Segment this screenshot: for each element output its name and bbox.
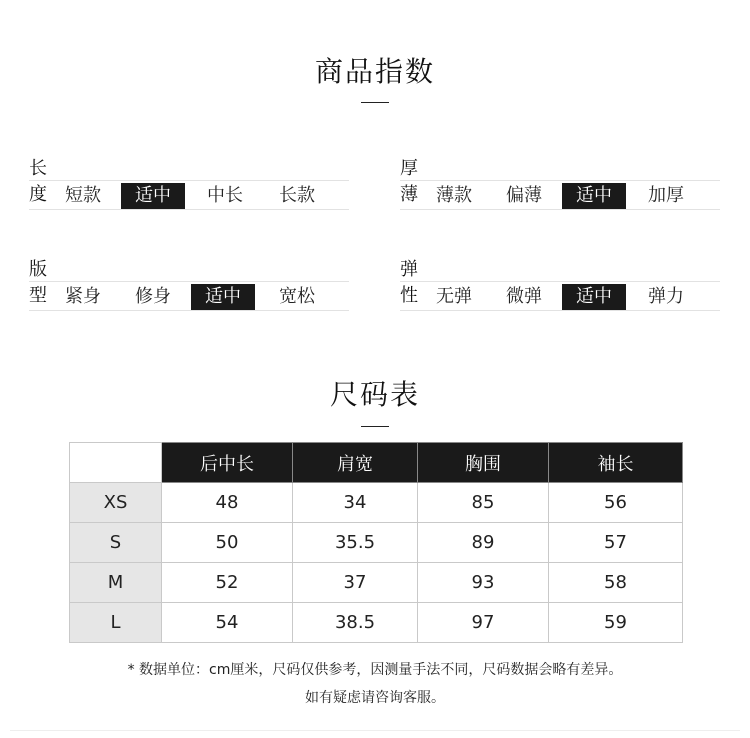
table-cell: 57 (549, 523, 683, 563)
table-header-row (70, 443, 683, 483)
table-row (70, 523, 683, 563)
option: 弹力 (648, 286, 684, 307)
size-label: XS (70, 483, 162, 523)
table-cell: 59 (549, 603, 683, 643)
table-cell: 89 (418, 523, 549, 563)
table-cell: 38.5 (293, 603, 418, 643)
table-cell: 56 (549, 483, 683, 523)
option: 中长 (207, 185, 243, 206)
table-row (70, 603, 683, 643)
option-row (29, 281, 349, 311)
column-header: 肩宽 (293, 443, 418, 483)
table-cell: 48 (162, 483, 293, 523)
table-cell: 58 (549, 563, 683, 603)
table-cell: 50 (162, 523, 293, 563)
size-label: M (70, 563, 162, 603)
table-cell: 52 (162, 563, 293, 603)
option: 宽松 (279, 286, 315, 307)
option: 无弹 (436, 286, 472, 307)
column-header: 胸围 (418, 443, 549, 483)
size-title-divider (361, 426, 389, 427)
measurement-note: * 数据单位：cm厘米，尺码仅供参考，因测量手法不同，尺码数据会略有差异。 (127, 662, 623, 678)
option: 紧身 (65, 286, 101, 307)
option: 微弹 (506, 286, 542, 307)
size-table (69, 442, 683, 643)
contact-note: 如有疑虑请咨询客服。 (305, 690, 445, 706)
option: 偏薄 (506, 185, 542, 206)
table-cell: 54 (162, 603, 293, 643)
option-selected: 适中 (191, 284, 255, 310)
option-selected: 适中 (562, 183, 626, 209)
option-row (400, 180, 720, 210)
option-selected: 适中 (562, 284, 626, 310)
table-row (70, 483, 683, 523)
size-title: 尺码表 (329, 378, 420, 411)
option: 薄款 (436, 185, 472, 206)
size-label: S (70, 523, 162, 563)
group-label: 版型 (29, 259, 47, 306)
group-label: 长度 (29, 158, 47, 205)
index-title-divider (361, 102, 389, 103)
table-cell: 37 (293, 563, 418, 603)
table-corner-cell (70, 443, 162, 483)
group-label: 厚薄 (400, 158, 418, 205)
size-label: L (70, 603, 162, 643)
column-header: 后中长 (162, 443, 293, 483)
option-selected: 适中 (121, 183, 185, 209)
option: 长款 (279, 185, 315, 206)
table-cell: 97 (418, 603, 549, 643)
table-cell: 35.5 (293, 523, 418, 563)
table-row (70, 563, 683, 603)
table-cell: 85 (418, 483, 549, 523)
index-title: 商品指数 (314, 55, 435, 88)
option: 短款 (65, 185, 101, 206)
option-row (29, 180, 349, 210)
option: 修身 (135, 286, 171, 307)
column-header: 袖长 (549, 443, 683, 483)
table-cell: 34 (293, 483, 418, 523)
bottom-divider (10, 730, 740, 731)
group-label: 弹性 (400, 259, 418, 306)
option-row (400, 281, 720, 311)
table-cell: 93 (418, 563, 549, 603)
option: 加厚 (648, 185, 684, 206)
